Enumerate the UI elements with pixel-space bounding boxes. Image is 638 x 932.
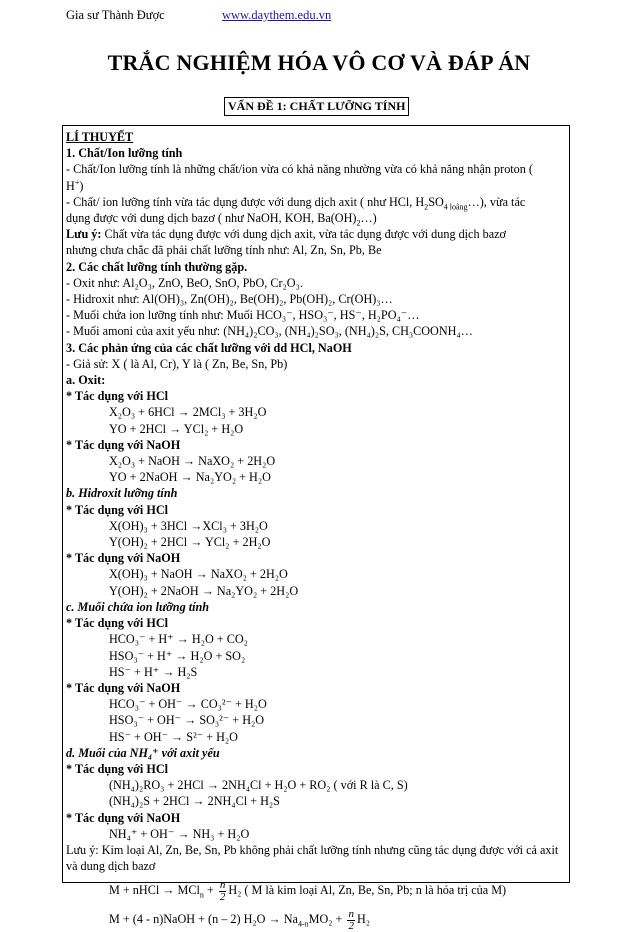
fraction-n-over-2: $\frac{n}{2}$ bbox=[219, 879, 226, 904]
section-1-line-3: dụng được với dung dịch bazơ ( như NaOH, KOH, $Ba(OH)_2\dots$) bbox=[66, 211, 377, 228]
theory-heading: LÍ THUYẾT bbox=[66, 130, 134, 144]
metal-naoh-equation: M + (4 - n)NaOH + (n – 2) $H_2O \to Na_{4-n}MO_2$ + $\frac{n}{2}$ H₂ bbox=[109, 907, 371, 932]
c-hcl-heading: * Tác dụng với HCl bbox=[66, 616, 169, 631]
equation-b4: Y(OH)₂ + 2NaOH → Na₂YO₂ + 2H₂O bbox=[109, 583, 299, 598]
d-naoh-heading: * Tác dụng với NaOH bbox=[66, 810, 181, 825]
site-link[interactable]: www.daythem.edu.vn bbox=[222, 8, 332, 22]
subsection-a-heading: a. Oxit: bbox=[66, 373, 106, 388]
note-line-1: Lưu ý: Chất vừa tác dụng được với dung dịch axit, vừa tác dụng được với dung dịch bazơ bbox=[66, 227, 506, 242]
equation-a2: YO + 2HCl → YCl₂ + H₂O bbox=[109, 421, 244, 436]
equation-c1: HCO₃⁻ + H⁺ → H₂O + CO₂ bbox=[109, 632, 248, 647]
author-label: Gia sư Thành Được bbox=[66, 8, 165, 22]
c-naoh-heading: * Tác dụng với NaOH bbox=[66, 680, 181, 695]
a-naoh-heading: * Tác dụng với NaOH bbox=[66, 437, 181, 452]
equation-c3: HS⁻ + H⁺ → H₂S bbox=[109, 664, 198, 679]
equation-a3: X₂O₃ + NaOH → NaXO₂ + 2H₂O bbox=[109, 454, 276, 469]
subsection-c-heading: c. Muối chứa ion lưỡng tính bbox=[66, 599, 210, 614]
equation-d2: (NH₄)₂S + 2HCl → 2NH₄Cl + H₂S bbox=[109, 794, 280, 809]
equation-c2: HSO₃⁻ + H⁺ → H₂O + SO₂ bbox=[109, 648, 246, 663]
section-1-line-2: - Chất/ ion lưỡng tính vừa tác dụng được với dung dịch axit ( như HCl, $H_2SO_{4 loãng}\dots$), vừa tác bbox=[66, 194, 526, 212]
equation-a1: X₂O₃ + 6HCl → 2MCl₃ + 3H₂O bbox=[109, 405, 267, 420]
equation-c4: HCO₃⁻ + OH⁻ → CO₃²⁻ + H₂O bbox=[109, 697, 267, 712]
equation-b3: X(OH)₃ + NaOH → NaXO₂ + 2H₂O bbox=[109, 567, 288, 582]
b-naoh-heading: * Tác dụng với NaOH bbox=[66, 551, 181, 566]
subsection-d-heading: d. Muối của NH₄⁺ với axit yếu bbox=[66, 745, 220, 760]
metal-hcl-equation: M + nHCl → MCl$_n$ + $\frac{n}{2}$ H₂ ( M là kim loại Al, Zn, Be, Sn, Pb; n là hóa trị của M) bbox=[109, 879, 507, 904]
ammonium-line: - Muối amoni của axit yếu như: (NH₄)₂CO₃, (NH₄)₂SO₃, (NH₄)₂S, CH₃COONH₄… bbox=[66, 324, 473, 339]
oxides-line: - Oxit như: Al₂O₃, ZnO, BeO, SnO, PbO, Cr₂O₃. bbox=[66, 275, 303, 290]
equation-b2: Y(OH)₂ + 2HCl → YCl₂ + 2H₂O bbox=[109, 535, 271, 550]
subsection-b-heading: b. Hidroxit lưỡng tính bbox=[66, 486, 178, 501]
section-1-line-1: - Chất/Ion lưỡng tính là những chất/ion vừa có khả năng nhường vừa có khả năng nhận proton ( bbox=[66, 162, 533, 177]
section-3-heading: 3. Các phản ứng của các chất lưỡng với dd HCl, NaOH bbox=[66, 340, 352, 355]
equation-c6: HS⁻ + OH⁻ → S²⁻ + H₂O bbox=[109, 729, 238, 744]
d-hcl-heading: * Tác dụng với HCl bbox=[66, 761, 169, 776]
assumption-line: - Giả sử: X ( là Al, Cr), Y là ( Zn, Be, Sn, Pb) bbox=[66, 356, 288, 371]
section-2-heading: 2. Các chất lưỡng tính thường gặp. bbox=[66, 259, 248, 274]
b-hcl-heading: * Tác dụng với HCl bbox=[66, 502, 169, 517]
fraction-n-over-2: $\frac{n}{2}$ bbox=[348, 907, 354, 932]
note-line-2: nhưng chưa chắc đã phải chất lưỡng tính như: Al, Zn, Sn, Pb, Be bbox=[66, 243, 382, 258]
a-hcl-heading: * Tác dụng với HCl bbox=[66, 389, 169, 404]
equation-a4: YO + 2NaOH → Na₂YO₂ + H₂O bbox=[109, 470, 271, 485]
page-header bbox=[66, 8, 332, 23]
equation-d3: NH₄⁺ + OH⁻ → NH₃ + H₂O bbox=[109, 826, 250, 841]
section-1-line-1b: H+) bbox=[66, 177, 84, 193]
section-1-heading: 1. Chất/Ion lưỡng tính bbox=[66, 146, 183, 161]
section-subtitle: VẤN ĐỀ 1: CHẤT LƯỠNG TÍNH bbox=[224, 97, 409, 116]
content-box bbox=[62, 125, 570, 932]
equation-b1: X(OH)₃ + 3HCl →XCl₃ + 3H₂O bbox=[109, 518, 268, 533]
final-note: Lưu ý: Kim loại Al, Zn, Be, Sn, Pb không phải chất lưỡng tính nhưng cũng tác dụng được với cả axit và dung dịch bazơ bbox=[66, 842, 559, 874]
hydroxides-line: - Hidroxit như: Al(OH)₃, Zn(OH)₂, Be(OH)₂, Pb(OH)₂, Cr(OH)₃… bbox=[66, 292, 393, 307]
equation-d1: (NH₄)₂RO₃ + 2HCl → 2NH₄Cl + H₂O + RO₂ ( với R là C, S) bbox=[109, 778, 408, 793]
acid-salts-line: - Muối chứa ion lưỡng tính như: Muối HCO₃⁻, HSO₃⁻, HS⁻, H₂PO₄⁻… bbox=[66, 308, 420, 323]
equation-c5: HSO₃⁻ + OH⁻ → SO₃²⁻ + H₂O bbox=[109, 713, 265, 728]
page-title: TRẮC NGHIỆM HÓA VÔ CƠ VÀ ĐÁP ÁN bbox=[107, 50, 531, 75]
